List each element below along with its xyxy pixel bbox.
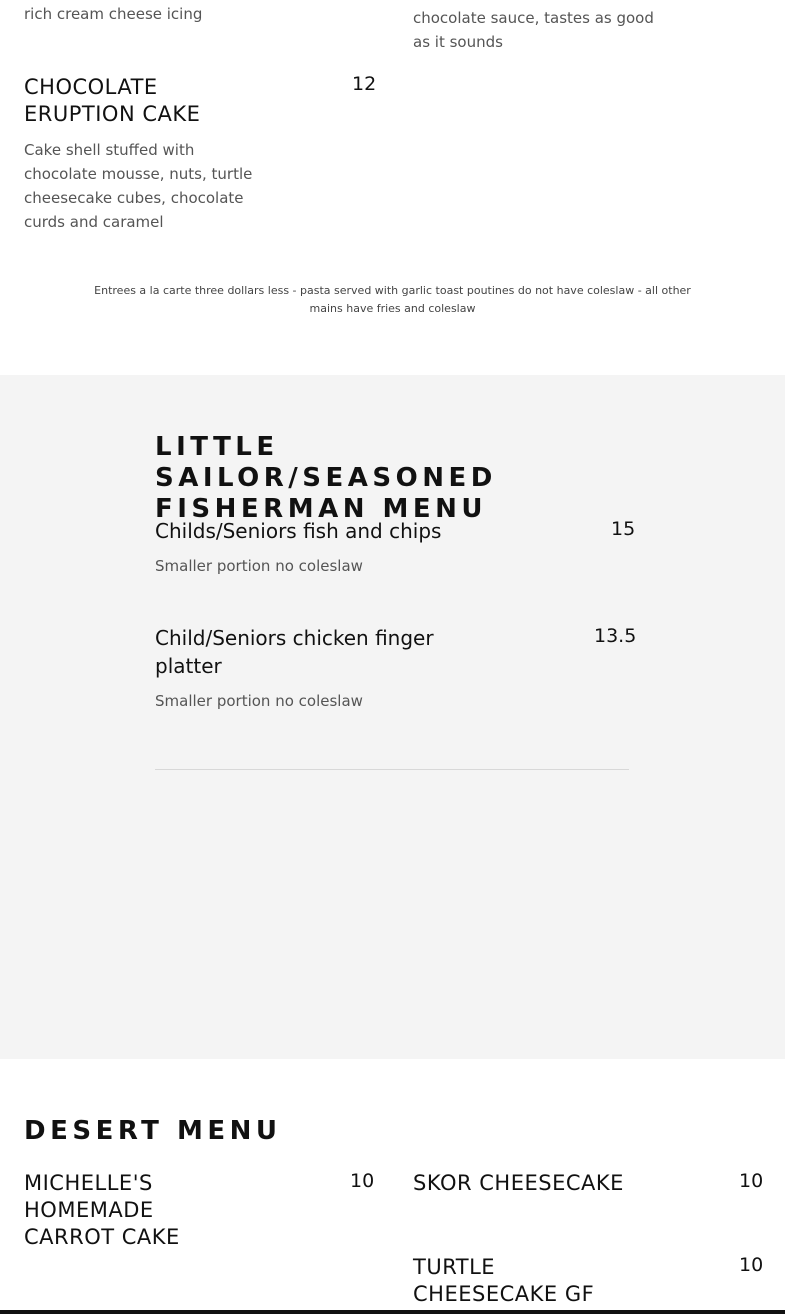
kids-item-name: Childs/Seniors fish and chips	[155, 519, 442, 543]
eruption-cake-price: 12	[352, 73, 377, 95]
menu-footnote: Entrees a la carte three dollars less - pasta served with garlic toast poutines do not have coleslaw - all other mains have fries and coleslaw	[94, 284, 691, 315]
kids-seniors-section	[0, 375, 785, 1059]
kids-item-price: 13.5	[594, 625, 637, 647]
bottom-edge-bar	[0, 1310, 785, 1314]
carrot-cake-description-tail: rich cream cheese icing	[24, 5, 203, 23]
kids-seniors-title: LITTLE SAILOR/SEASONED FISHERMAN MENU	[155, 432, 497, 524]
kids-item-name: Child/Seniors chicken finger platter	[155, 626, 434, 678]
dessert-item-name: TURTLE CHEESECAKE GF	[413, 1255, 595, 1306]
dessert-description-tail: chocolate sauce, tastes as good as it sounds	[413, 9, 654, 51]
dessert-menu-title: DESERT MENU	[24, 1116, 282, 1146]
dessert-item-name: SKOR CHEESECAKE	[413, 1171, 624, 1195]
dessert-item-price: 10	[739, 1170, 764, 1192]
kids-item-price: 15	[611, 518, 636, 540]
dessert-item-price: 10	[350, 1170, 375, 1192]
section-divider	[155, 769, 629, 770]
dessert-item-name: MICHELLE'S HOMEMADE CARROT CAKE	[24, 1171, 180, 1249]
eruption-cake-description: Cake shell stuffed with chocolate mousse, nuts, turtle cheesecake cubes, chocolate curds and caramel	[24, 141, 253, 231]
kids-item-description: Smaller portion no coleslaw	[155, 557, 363, 575]
eruption-cake-name: CHOCOLATE ERUPTION CAKE	[24, 75, 201, 126]
kids-item-description: Smaller portion no coleslaw	[155, 692, 363, 710]
dessert-item-price: 10	[739, 1254, 764, 1276]
